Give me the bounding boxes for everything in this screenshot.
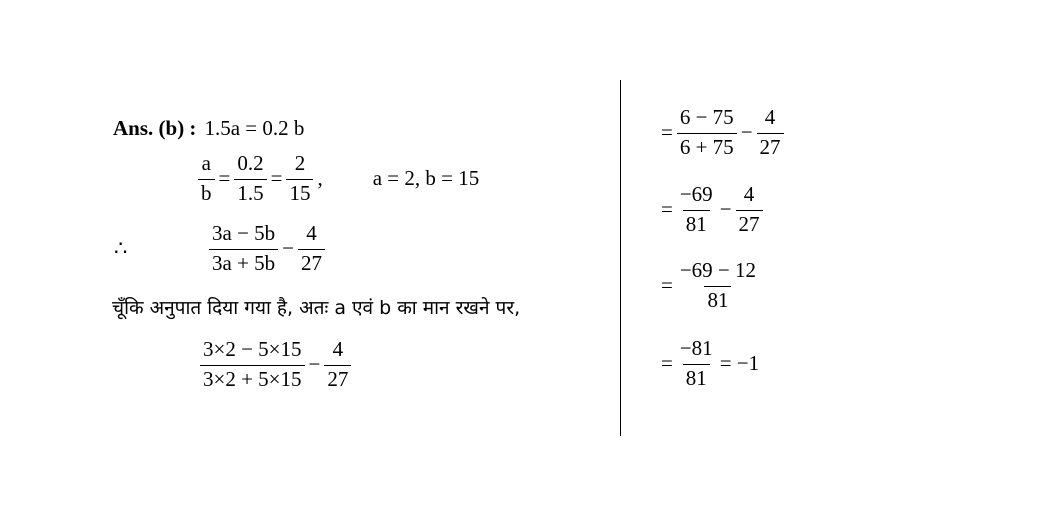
fraction-expression: $\frac{3a - 5b}{3a + 5b}$ bbox=[209, 220, 278, 276]
step-1: = $\frac{6 - 75}{6 + 75}$ − $\frac{4}{27}$ bbox=[659, 104, 786, 160]
answer-equation: 1.5a = 0.2 b bbox=[204, 116, 305, 140]
step-2-fraction-a: $\frac{-69}{81}$ bbox=[679, 182, 713, 236]
step-1-fraction-b: $\frac{4}{27}$ bbox=[757, 104, 784, 160]
step-1-fraction-a: $\frac{6 - 75}{6 + 75}$ bbox=[677, 104, 737, 160]
substitution-line: $\frac{3\times 2 - 5\times 15}{3\times 2 + 5\times 15}$ − $\frac{4}{27}$ bbox=[198, 336, 353, 392]
ratio-line: $\frac{a}{b}$ = $\frac{0.2}{1.5}$ = $\frac{2}{15}$ , a = 2, b = 15 bbox=[196, 150, 479, 206]
ab-values: a = 2, b = 15 bbox=[372, 165, 480, 190]
column-divider bbox=[620, 80, 621, 436]
fraction-4-27: $\frac{4}{27}$ bbox=[298, 220, 325, 276]
fraction-a-b: $\frac{a}{b}$ bbox=[198, 150, 215, 206]
answer-label: Ans. (b) : bbox=[113, 116, 197, 140]
fraction-2-15: $\frac{2}{15}$ bbox=[286, 150, 313, 206]
fraction-4-27-sub: $\frac{4}{27}$ bbox=[324, 336, 351, 392]
therefore-symbol: ∴ bbox=[114, 236, 128, 260]
step-3-fraction: $\frac{-69 - 12}{81}$ bbox=[679, 258, 757, 312]
hindi-text: चूँकि अनुपात दिया गया है, अतः a एवं b का मान रखने पर, bbox=[112, 297, 521, 319]
fraction-substitution: $\frac{3\times 2 - 5\times 15}{3\times 2 + 5\times 15}$ bbox=[200, 336, 305, 392]
answer-line bbox=[113, 116, 304, 141]
step-4: = $\frac{-81}{81}$ = −1 bbox=[661, 336, 760, 390]
final-result: = −1 bbox=[719, 350, 760, 375]
step-2-fraction-b: $\frac{4}{27}$ bbox=[736, 181, 763, 237]
step-2: = $\frac{-69}{81}$ − $\frac{4}{27}$ bbox=[659, 181, 765, 237]
fraction-0-2-1-5: $\frac{0.2}{1.5}$ bbox=[234, 150, 266, 206]
step-3: = $\frac{-69 - 12}{81}$ bbox=[659, 257, 761, 313]
step-4-fraction: $\frac{-81}{81}$ bbox=[679, 336, 713, 390]
expression-line: $\frac{3a - 5b}{3a + 5b}$ − $\frac{4}{27}$ bbox=[207, 220, 327, 276]
